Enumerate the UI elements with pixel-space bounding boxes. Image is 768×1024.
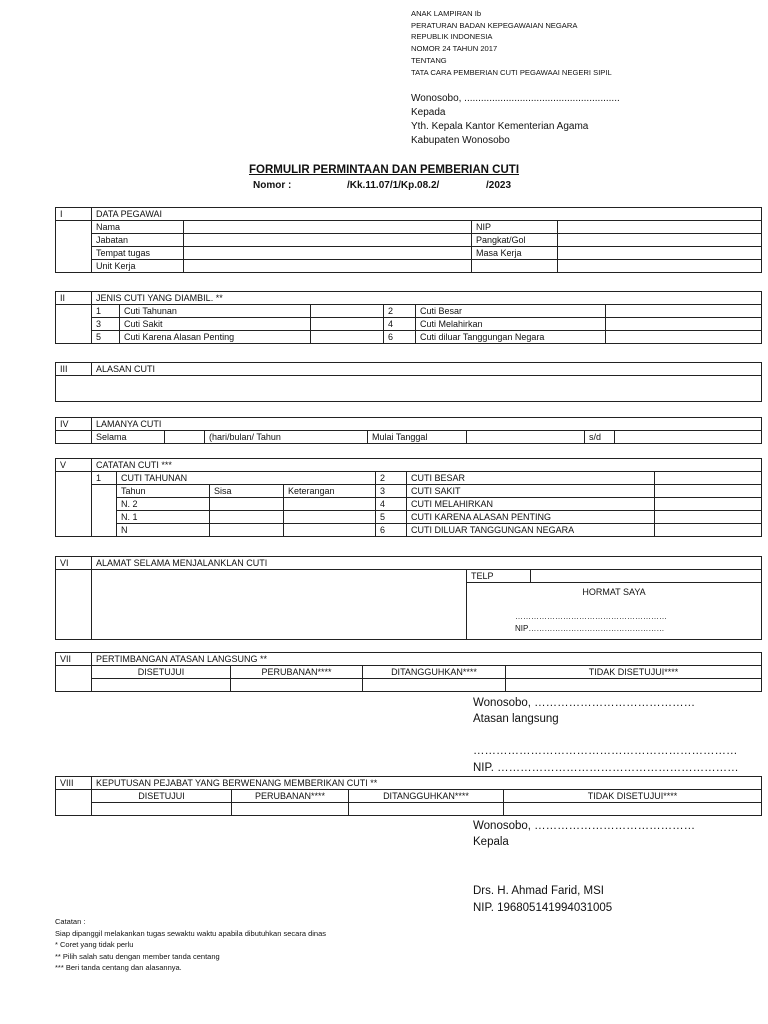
label-satuan: (hari/bulan/ Tahun bbox=[205, 431, 368, 444]
note-line: ** Pilih salah satu dengan member tanda centang bbox=[55, 952, 220, 961]
label-tempat-tugas: Tempat tugas bbox=[92, 247, 184, 260]
atasan-signature-dots: …………………………………………………………… bbox=[473, 745, 738, 757]
field-tidak-disetujui[interactable] bbox=[504, 803, 762, 816]
field-jabatan[interactable] bbox=[184, 234, 472, 247]
label-nip-pemohon: NIP…………………………………………… bbox=[515, 624, 665, 634]
kepala-name: Drs. H. Ahmad Farid, MSI bbox=[473, 885, 605, 897]
row-year-n: N bbox=[117, 524, 210, 537]
spacer-cell bbox=[56, 431, 92, 444]
field-tidak-disetujui[interactable] bbox=[506, 679, 762, 692]
field-alamat[interactable] bbox=[92, 570, 467, 640]
field-mulai-tanggal[interactable] bbox=[467, 431, 585, 444]
field-sisa-n1[interactable] bbox=[210, 511, 284, 524]
field-cuti-melahirkan[interactable] bbox=[655, 498, 762, 511]
field-tempat-tugas[interactable] bbox=[184, 247, 472, 260]
col-tidak-disetujui: TIDAK DISETUJUI**** bbox=[506, 666, 762, 679]
section-number: III bbox=[56, 363, 92, 376]
notes-title: Catatan : bbox=[55, 917, 86, 926]
field-nip[interactable] bbox=[558, 221, 762, 234]
regulation-number: NOMOR 24 TAHUN 2017 bbox=[411, 44, 498, 53]
label-masa-kerja: Masa Kerja bbox=[472, 247, 558, 260]
option-number: 3 bbox=[376, 485, 407, 498]
label-sd: s/d bbox=[585, 431, 615, 444]
field-perubahan[interactable] bbox=[232, 803, 349, 816]
label-nama: Nama bbox=[92, 221, 184, 234]
label-cuti-tahunan: CUTI TAHUNAN bbox=[117, 472, 376, 485]
field-keterangan-n1[interactable] bbox=[284, 511, 376, 524]
label-nip: NIP bbox=[472, 221, 558, 234]
section-number: V bbox=[56, 459, 92, 472]
col-sisa: Sisa bbox=[210, 485, 284, 498]
section-title: LAMANYA CUTI bbox=[92, 418, 762, 431]
field-alasan-cuti[interactable] bbox=[56, 376, 762, 402]
note-line: *** Beri tanda centang dan alasannya. bbox=[55, 963, 182, 972]
field-keterangan-n[interactable] bbox=[284, 524, 376, 537]
label-pangkat: Pangkat/Gol bbox=[472, 234, 558, 247]
label-unit-kerja: Unit Kerja bbox=[92, 260, 184, 273]
label-cuti-diluar-tanggungan: CUTI DILUAR TANGGUNGAN NEGARA bbox=[407, 524, 655, 537]
option-cuti-tahunan: Cuti Tahunan bbox=[120, 305, 311, 318]
appendix-label: ANAK LAMPIRAN Ib bbox=[411, 9, 482, 18]
regulation-subject: TATA CARA PEMBERIAN CUTI PEGAWAAI NEGERI SIPIL bbox=[411, 68, 612, 77]
spacer-cell bbox=[56, 305, 92, 344]
label-mulai-tanggal: Mulai Tanggal bbox=[368, 431, 467, 444]
section-title: KEPUTUSAN PEJABAT YANG BERWENANG MEMBERIKAN CUTI ** bbox=[92, 777, 762, 790]
field-cuti-besar[interactable] bbox=[655, 472, 762, 485]
section-jenis-cuti bbox=[55, 291, 762, 344]
recipient-label: Kepada bbox=[411, 107, 446, 118]
field-cuti-diluar-tanggungan[interactable] bbox=[655, 524, 762, 537]
section-number: II bbox=[56, 292, 92, 305]
check-cuti-sakit[interactable] bbox=[311, 318, 384, 331]
option-cuti-diluar-tanggungan: Cuti diluar Tanggungan Negara bbox=[416, 331, 606, 344]
recipient-region: Kabupaten Wonosobo bbox=[411, 135, 510, 146]
col-perubahan: PERUBANAN**** bbox=[231, 666, 363, 679]
field-sampai-tanggal[interactable] bbox=[615, 431, 762, 444]
label-cuti-sakit: CUTI SAKIT bbox=[407, 485, 655, 498]
spacer-cell bbox=[56, 790, 92, 816]
section-number: VII bbox=[56, 653, 92, 666]
option-cuti-sakit: Cuti Sakit bbox=[120, 318, 311, 331]
nomor-label: Nomor : bbox=[253, 180, 292, 191]
kepala-role: Kepala bbox=[473, 836, 509, 848]
nomor-value: /Kk.11.07/1/Kp.08.2/ bbox=[347, 180, 440, 191]
check-cuti-tahunan[interactable] bbox=[311, 305, 384, 318]
field-nama[interactable] bbox=[184, 221, 472, 234]
field-cuti-sakit[interactable] bbox=[655, 485, 762, 498]
option-number: 6 bbox=[376, 524, 407, 537]
col-disetujui: DISETUJUI bbox=[92, 790, 232, 803]
signature-block bbox=[467, 583, 762, 640]
option-number: 4 bbox=[384, 318, 416, 331]
field-sisa-n[interactable] bbox=[210, 524, 284, 537]
field-ditangguhkan[interactable] bbox=[349, 803, 504, 816]
field-disetujui[interactable] bbox=[92, 803, 232, 816]
field-keterangan-n2[interactable] bbox=[284, 498, 376, 511]
nomor-year: /2023 bbox=[486, 180, 512, 191]
label-cuti-besar: CUTI BESAR bbox=[407, 472, 655, 485]
kepala-place-date: Wonosobo, …………………………………… bbox=[473, 820, 696, 832]
spacer-cell bbox=[56, 221, 92, 273]
col-keterangan: Keterangan bbox=[284, 485, 376, 498]
note-line: * Coret yang tidak perlu bbox=[55, 940, 134, 949]
option-cuti-melahirkan: Cuti Melahirkan bbox=[416, 318, 606, 331]
label-hormat-saya: HORMAT SAYA bbox=[582, 587, 646, 598]
form-title: FORMULIR PERMINTAAN DAN PEMBERIAN CUTI bbox=[248, 164, 520, 176]
section-lamanya-cuti bbox=[55, 417, 762, 444]
option-number: 2 bbox=[384, 305, 416, 318]
signature-dots: ………………………………………………… bbox=[515, 612, 667, 622]
field-perubahan[interactable] bbox=[231, 679, 363, 692]
check-cuti-diluar-tanggungan[interactable] bbox=[606, 331, 762, 344]
section-title: ALAMAT SELAMA MENJALANKLAN CUTI bbox=[92, 557, 762, 570]
check-cuti-besar[interactable] bbox=[606, 305, 762, 318]
label-selama: Selama bbox=[92, 431, 165, 444]
label-jabatan: Jabatan bbox=[92, 234, 184, 247]
section-data-pegawai bbox=[55, 207, 762, 273]
check-cuti-melahirkan[interactable] bbox=[606, 318, 762, 331]
label-cuti-alasan-penting: CUTI KARENA ALASAN PENTING bbox=[407, 511, 655, 524]
row-year-n1: N. 1 bbox=[117, 511, 210, 524]
atasan-role: Atasan langsung bbox=[473, 713, 559, 725]
field-cuti-alasan-penting[interactable] bbox=[655, 511, 762, 524]
col-perubahan: PERUBANAN**** bbox=[232, 790, 349, 803]
regulation-line: PERATURAN BADAN KEPEGAWAIAN NEGARA bbox=[411, 21, 578, 30]
empty-cell bbox=[472, 260, 558, 273]
option-number: 5 bbox=[376, 511, 407, 524]
regulation-line: TENTANG bbox=[411, 56, 447, 65]
recipient-name: Yth. Kepala Kantor Kementerian Agama bbox=[411, 121, 589, 132]
option-number: 6 bbox=[384, 331, 416, 344]
note-line: Siap dipanggil melakankan tugas sewaktu waktu apabila dibutuhkan secara dinas bbox=[55, 929, 327, 938]
section-keputusan-pejabat bbox=[55, 776, 762, 816]
col-ditangguhkan: DITANGGUHKAN**** bbox=[363, 666, 506, 679]
field-telp[interactable] bbox=[531, 570, 762, 583]
field-pangkat[interactable] bbox=[558, 234, 762, 247]
section-title: DATA PEGAWAI bbox=[92, 208, 762, 221]
empty-cell bbox=[558, 260, 762, 273]
field-sisa-n2[interactable] bbox=[210, 498, 284, 511]
field-selama[interactable] bbox=[165, 431, 205, 444]
section-alasan-cuti bbox=[55, 362, 762, 402]
section-number: VIII bbox=[56, 777, 92, 790]
col-tidak-disetujui: TIDAK DISETUJUI**** bbox=[504, 790, 762, 803]
option-number: 4 bbox=[376, 498, 407, 511]
col-ditangguhkan: DITANGGUHKAN**** bbox=[349, 790, 504, 803]
section-title: ALASAN CUTI bbox=[92, 363, 762, 376]
col-tahun: Tahun bbox=[117, 485, 210, 498]
section-alamat-cuti bbox=[55, 556, 762, 640]
section-title: JENIS CUTI YANG DIAMBIL. ** bbox=[92, 292, 762, 305]
check-cuti-alasan-penting[interactable] bbox=[311, 331, 384, 344]
section-number: I bbox=[56, 208, 92, 221]
row-year-n2: N. 2 bbox=[117, 498, 210, 511]
section-number: VI bbox=[56, 557, 92, 570]
section-title: CATATAN CUTI *** bbox=[92, 459, 762, 472]
option-cuti-alasan-penting: Cuti Karena Alasan Penting bbox=[120, 331, 311, 344]
field-unit-kerja[interactable] bbox=[184, 260, 472, 273]
atasan-place-date: Wonosobo, …………………………………… bbox=[473, 697, 696, 709]
field-disetujui[interactable] bbox=[92, 679, 231, 692]
option-number: 2 bbox=[376, 472, 407, 485]
field-ditangguhkan[interactable] bbox=[363, 679, 506, 692]
label-cuti-melahirkan: CUTI MELAHIRKAN bbox=[407, 498, 655, 511]
option-number: 5 bbox=[92, 331, 120, 344]
kepala-nip: NIP. 196805141994031005 bbox=[473, 902, 613, 914]
spacer-cell bbox=[92, 485, 117, 537]
option-number: 1 bbox=[92, 472, 117, 485]
atasan-nip: NIP. ……………………………………………………… bbox=[473, 762, 739, 774]
spacer-cell bbox=[56, 666, 92, 692]
place-date: Wonosobo, ........................................................ bbox=[411, 93, 620, 104]
regulation-line: REPUBLIK INDONESIA bbox=[411, 32, 493, 41]
col-disetujui: DISETUJUI bbox=[92, 666, 231, 679]
section-catatan-cuti bbox=[55, 458, 762, 537]
option-number: 3 bbox=[92, 318, 120, 331]
option-number: 1 bbox=[92, 305, 120, 318]
field-masa-kerja[interactable] bbox=[558, 247, 762, 260]
section-title: PERTIMBANGAN ATASAN LANGSUNG ** bbox=[92, 653, 762, 666]
spacer-cell bbox=[56, 472, 92, 537]
option-cuti-besar: Cuti Besar bbox=[416, 305, 606, 318]
spacer-cell bbox=[56, 570, 92, 640]
section-pertimbangan-atasan bbox=[55, 652, 762, 692]
section-number: IV bbox=[56, 418, 92, 431]
label-telp: TELP bbox=[467, 570, 531, 583]
